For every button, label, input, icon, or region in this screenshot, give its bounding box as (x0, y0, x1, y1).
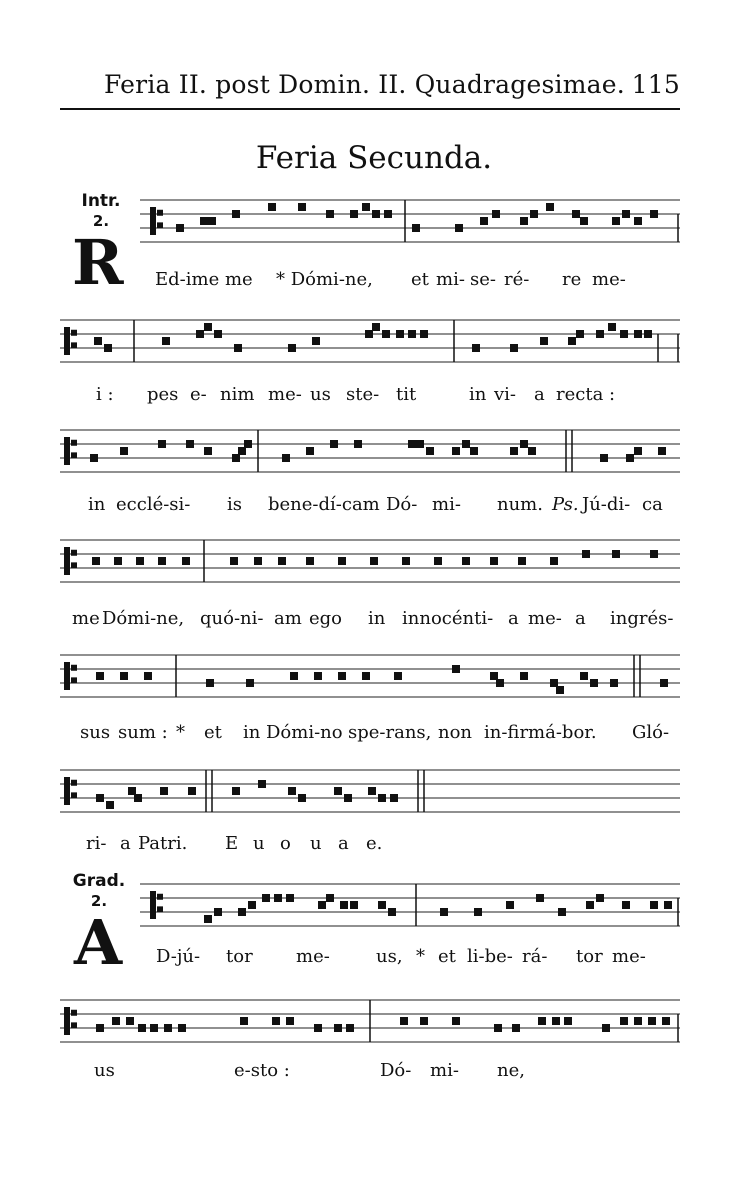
neume (650, 210, 658, 218)
neume (382, 330, 390, 338)
neume (408, 330, 416, 338)
neume (246, 679, 254, 687)
neume (580, 672, 588, 680)
neume (540, 337, 548, 345)
introit-initial: R (72, 226, 124, 299)
neume (556, 686, 564, 694)
neume (128, 787, 136, 795)
neume (518, 557, 526, 565)
neume (620, 330, 628, 338)
lyric: me- (612, 946, 646, 967)
running-header (104, 70, 680, 104)
lyric: ecclé-si- (116, 494, 191, 515)
lyric: ingrés- (610, 608, 674, 629)
lyric: * (176, 722, 185, 743)
lyric: non (438, 722, 473, 743)
neume (596, 330, 604, 338)
neume (104, 344, 112, 352)
neume (455, 224, 463, 232)
neume (552, 1017, 560, 1025)
lyric: sus (80, 722, 111, 743)
neume (290, 672, 298, 680)
neume (600, 454, 608, 462)
lyric: vi- (494, 384, 517, 405)
neume (120, 447, 128, 455)
neume (306, 447, 314, 455)
neume (314, 1024, 322, 1032)
neume (520, 440, 528, 448)
neume (520, 217, 528, 225)
lyric: et (204, 722, 222, 743)
neume (426, 447, 434, 455)
neume (462, 440, 470, 448)
neume (634, 1017, 642, 1025)
neume (506, 901, 514, 909)
neume (490, 672, 498, 680)
lyric: sum : (118, 722, 168, 743)
clef-sign (150, 207, 163, 235)
neume (200, 217, 208, 225)
lyric: a (534, 384, 545, 405)
stave-6 (0, 760, 748, 830)
lyric: in (368, 608, 386, 629)
lyric: et (438, 946, 456, 967)
lyric: u (310, 833, 322, 854)
lyric: us (94, 1060, 115, 1081)
lyric: * Dómi-ne, (276, 269, 373, 290)
neume (214, 330, 222, 338)
lyric: ego (309, 608, 343, 629)
neume (164, 1024, 172, 1032)
neume (402, 557, 410, 565)
neume (378, 794, 386, 802)
neume (312, 337, 320, 345)
neume (262, 894, 270, 902)
lyric: in (469, 384, 487, 405)
lyric: E (225, 833, 239, 854)
clef-sign (64, 662, 77, 690)
neume (134, 794, 142, 802)
neume (286, 894, 294, 902)
neume (586, 901, 594, 909)
lyric: e-sto : (234, 1060, 290, 1081)
stave-3 (0, 420, 748, 490)
neume (538, 1017, 546, 1025)
neume (622, 210, 630, 218)
lyric: innocénti- (402, 608, 494, 629)
neume (620, 1017, 628, 1025)
lyric: me- (296, 946, 330, 967)
lyric: mi- (432, 494, 461, 515)
neume (400, 1017, 408, 1025)
neume (354, 440, 362, 448)
lyric: in (88, 494, 106, 515)
lyric: pes (147, 384, 179, 405)
neume (238, 908, 246, 916)
lyric: recta : (556, 384, 616, 405)
neume (434, 557, 442, 565)
lyric: tor (226, 946, 253, 967)
neume (452, 1017, 460, 1025)
neume (662, 1017, 670, 1025)
neume (622, 901, 630, 909)
lyric: Dómi-no (266, 722, 343, 743)
neume (368, 787, 376, 795)
lyric: rá- (522, 946, 548, 967)
neume (334, 787, 342, 795)
neume (272, 1017, 280, 1025)
neume (96, 1024, 104, 1032)
neume (204, 323, 212, 331)
neume (420, 330, 428, 338)
neume (208, 217, 216, 225)
lyric: us, (376, 946, 403, 967)
neume (496, 679, 504, 687)
lyric: li-be- (467, 946, 513, 967)
neume (136, 557, 144, 565)
neume (232, 210, 240, 218)
neume (494, 1024, 502, 1032)
neume (126, 1017, 134, 1025)
neume (528, 447, 536, 455)
neume (650, 901, 658, 909)
lyric: Dómi-ne, (102, 608, 185, 629)
gradual-initial: A (74, 906, 123, 979)
neume (338, 557, 346, 565)
neume (196, 330, 204, 338)
neume (536, 894, 544, 902)
neume (288, 344, 296, 352)
lyric: D-jú- (156, 946, 201, 967)
neume (582, 550, 590, 558)
lyric: me (72, 608, 100, 629)
stave-2 (0, 310, 748, 380)
lyric: Dó- (386, 494, 418, 515)
neume (234, 344, 242, 352)
neume (510, 447, 518, 455)
lyric: ca (642, 494, 663, 515)
lyric: ne, (497, 1060, 525, 1081)
lyric: a (120, 833, 131, 854)
neume (452, 665, 460, 673)
neume (365, 330, 373, 338)
neume (664, 901, 672, 909)
neume (188, 787, 196, 795)
neume (512, 1024, 520, 1032)
neume (634, 330, 642, 338)
neume (298, 203, 306, 211)
lyric: * (416, 946, 425, 967)
neume (644, 330, 652, 338)
neume (394, 672, 402, 680)
neume (244, 440, 252, 448)
neume (182, 557, 190, 565)
lyric: spe-rans, (348, 722, 432, 743)
neume (298, 794, 306, 802)
page-number: 115 (631, 70, 680, 99)
neume (258, 780, 266, 788)
lyric: is (227, 494, 242, 515)
neume (416, 440, 424, 448)
lyric: e- (190, 384, 207, 405)
neume (452, 447, 460, 455)
neume (384, 210, 392, 218)
neume (362, 203, 370, 211)
neume (248, 901, 256, 909)
lyric: a (575, 608, 586, 629)
neume (576, 330, 584, 338)
neume (602, 1024, 610, 1032)
neume (372, 323, 380, 331)
neume (286, 1017, 294, 1025)
neume (144, 672, 152, 680)
neume (658, 447, 666, 455)
lyric: Jú-di- (582, 494, 631, 515)
neume (338, 672, 346, 680)
neume (626, 454, 634, 462)
neume (318, 901, 326, 909)
lyric: me- (592, 269, 626, 290)
running-title: Feria II. post Domin. II. Quadragesimae. (104, 70, 625, 99)
lyric: me- (268, 384, 302, 405)
gradual-label-text: Grad. (72, 871, 126, 891)
neume (254, 557, 262, 565)
neume (470, 447, 478, 455)
neume (388, 908, 396, 916)
neume (240, 1017, 248, 1025)
lyric: num. (497, 494, 543, 515)
neume (150, 1024, 158, 1032)
psalm-marker: Ps. (552, 494, 579, 515)
lyric: se- (470, 269, 496, 290)
neume (232, 454, 240, 462)
stave-5 (0, 645, 748, 715)
neume (160, 787, 168, 795)
neume (490, 557, 498, 565)
neume (612, 217, 620, 225)
neume (186, 440, 194, 448)
neume (346, 1024, 354, 1032)
neume (440, 908, 448, 916)
neume (268, 203, 276, 211)
neume (138, 1024, 146, 1032)
clef-sign (64, 547, 77, 575)
neume (350, 901, 358, 909)
neume (372, 210, 380, 218)
neume (634, 447, 642, 455)
lyric: in (243, 722, 261, 743)
lyric: a (508, 608, 519, 629)
neume (330, 440, 338, 448)
neume (230, 557, 238, 565)
neume (112, 1017, 120, 1025)
introit-label-text: Intr. (81, 191, 121, 211)
lyric: quó-ni- (200, 608, 264, 629)
lyric: nim (220, 384, 255, 405)
neume (96, 672, 104, 680)
lyric: ré- (504, 269, 530, 290)
neume (580, 217, 588, 225)
neume (94, 337, 102, 345)
lyric: us (310, 384, 331, 405)
lyric: Gló- (632, 722, 670, 743)
neume (162, 337, 170, 345)
stave-4 (0, 530, 748, 600)
neume (596, 894, 604, 902)
neume (314, 672, 322, 680)
neume (390, 794, 398, 802)
lyric: in-firmá-bor. (484, 722, 597, 743)
neume (370, 557, 378, 565)
neume (232, 787, 240, 795)
lyric: tor (576, 946, 603, 967)
neume (214, 908, 222, 916)
neume (326, 210, 334, 218)
neume (158, 557, 166, 565)
neume (610, 679, 618, 687)
lyric: ste- (346, 384, 380, 405)
lyric: am (274, 608, 302, 629)
clef-sign (64, 777, 77, 805)
header-rule (60, 108, 680, 110)
introit-mode: 2. (92, 212, 110, 230)
neume (96, 794, 104, 802)
neume (206, 679, 214, 687)
neume (344, 794, 352, 802)
neume (350, 210, 358, 218)
neume (238, 447, 246, 455)
lyric: Ed-ime me (155, 269, 253, 290)
neume (612, 550, 620, 558)
neume (660, 679, 668, 687)
lyric: tit (396, 384, 417, 405)
neume (550, 557, 558, 565)
neume (158, 440, 166, 448)
neume (590, 679, 598, 687)
lyric: a (338, 833, 349, 854)
neume (120, 672, 128, 680)
lyric: o (280, 833, 291, 854)
lyric: ri- (86, 833, 107, 854)
lyric: bene-dí-cam (268, 494, 380, 515)
neume (282, 454, 290, 462)
lyric: Patri. (138, 833, 188, 854)
lyric: me- (528, 608, 562, 629)
page-title: Feria Secunda. (255, 140, 493, 176)
neume (396, 330, 404, 338)
neume (634, 217, 642, 225)
neume (288, 787, 296, 795)
lyric: u (253, 833, 265, 854)
neume (278, 557, 286, 565)
clef-sign (64, 437, 77, 465)
clef-sign (150, 891, 163, 919)
lyric: mi- (436, 269, 465, 290)
neume (420, 1017, 428, 1025)
neume (510, 344, 518, 352)
lyric: i : (96, 384, 114, 405)
neume (480, 217, 488, 225)
clef-sign (64, 327, 77, 355)
neume (650, 550, 658, 558)
neume (408, 440, 416, 448)
neume (178, 1024, 186, 1032)
neume (362, 672, 370, 680)
neume (204, 447, 212, 455)
neume (114, 557, 122, 565)
neume (546, 203, 554, 211)
neume (648, 1017, 656, 1025)
lyric: Dó- (380, 1060, 412, 1081)
neume (176, 224, 184, 232)
neume (378, 901, 386, 909)
neume (92, 557, 100, 565)
neume (412, 224, 420, 232)
neume (564, 1017, 572, 1025)
neume (472, 344, 480, 352)
neume (274, 894, 282, 902)
stave-1 (0, 190, 748, 260)
neume (462, 557, 470, 565)
stave-8 (0, 990, 748, 1060)
neume (474, 908, 482, 916)
neume (106, 801, 114, 809)
lyric: mi- (430, 1060, 459, 1081)
neume (204, 915, 212, 923)
neume (568, 337, 576, 345)
neume (492, 210, 500, 218)
neume (340, 901, 348, 909)
neume (530, 210, 538, 218)
clef-sign (64, 1007, 77, 1035)
stave-7 (0, 874, 748, 944)
gradual-mode: 2. (90, 892, 108, 910)
neume (334, 1024, 342, 1032)
lyric: re (562, 269, 582, 290)
lyric: e. (366, 833, 383, 854)
neume (558, 908, 566, 916)
neume (520, 672, 528, 680)
neume (572, 210, 580, 218)
neume (90, 454, 98, 462)
neume (550, 679, 558, 687)
lyric: et (411, 269, 429, 290)
neume (306, 557, 314, 565)
neume (608, 323, 616, 331)
neume (326, 894, 334, 902)
